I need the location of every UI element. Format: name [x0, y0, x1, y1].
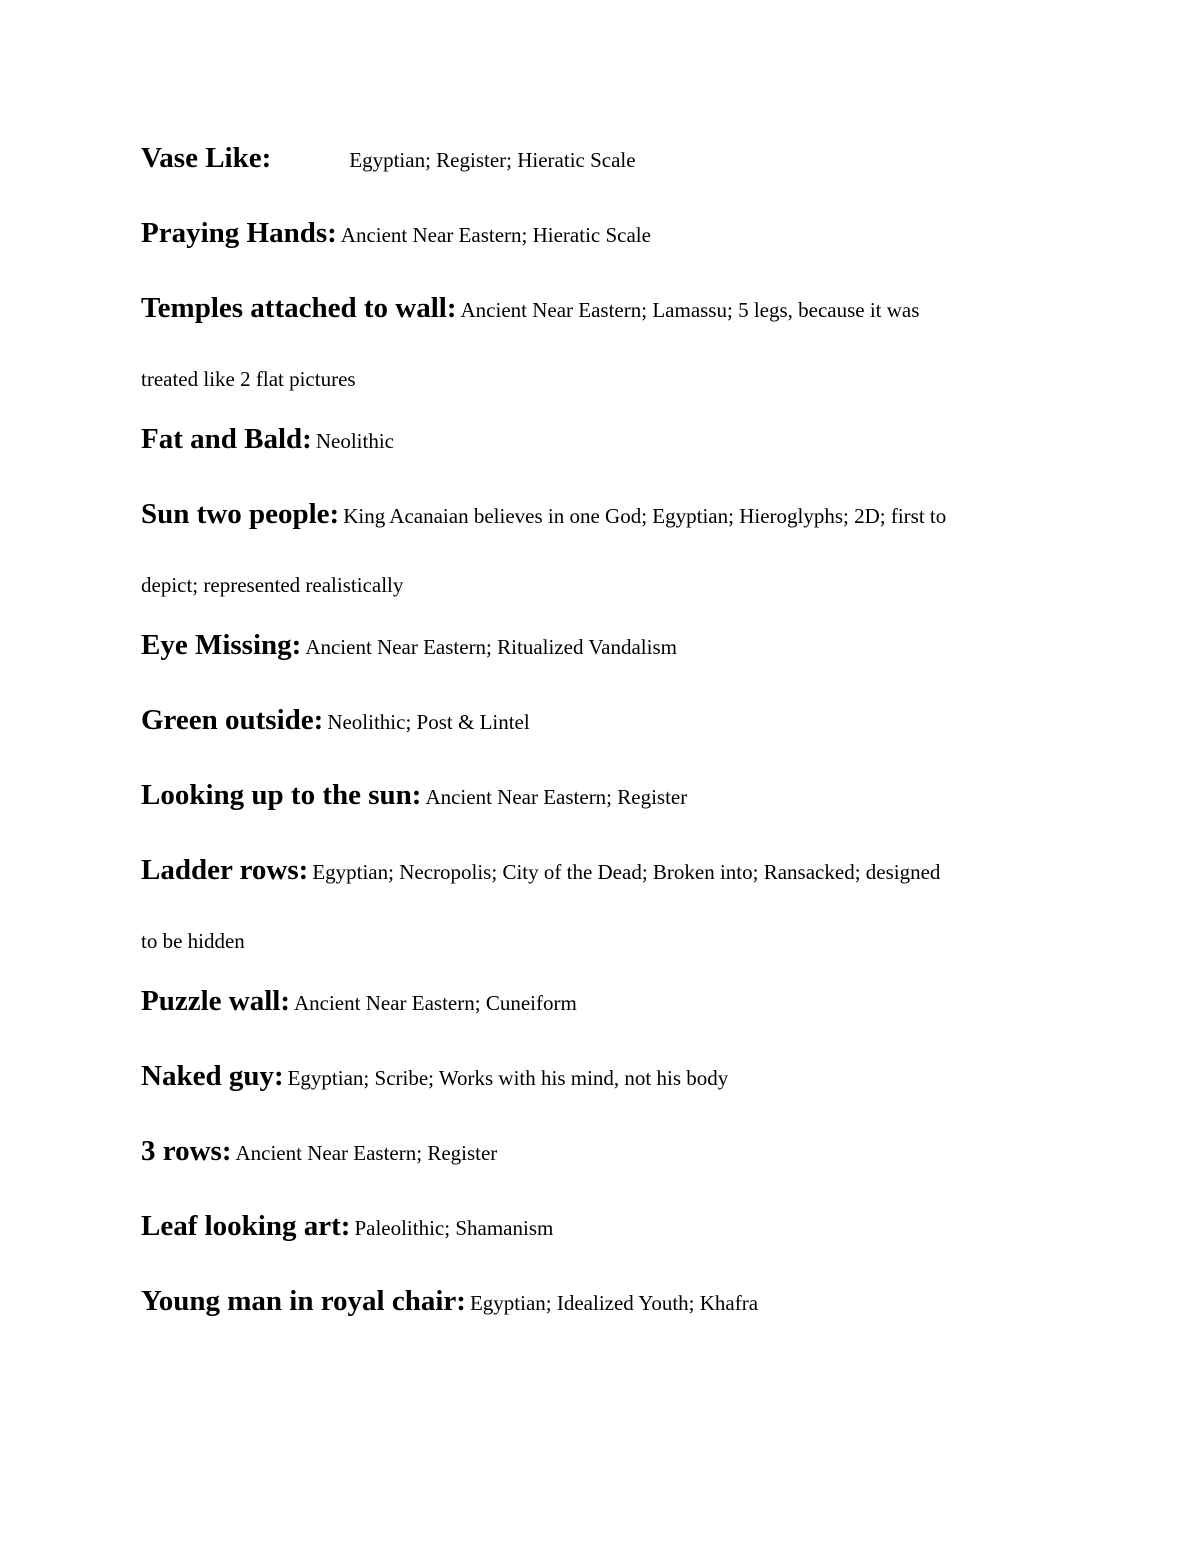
entry-continuation: treated like 2 flat pictures — [141, 367, 356, 391]
entry-term: Green outside: — [141, 704, 324, 736]
entry-description: Egyptian; Scribe; Works with his mind, not his body — [287, 1066, 729, 1090]
entry-description: Paleolithic; Shamanism — [354, 1216, 554, 1240]
entry-3-rows — [141, 1135, 1061, 1168]
entry-description: Ancient Near Eastern; Hieratic Scale — [340, 223, 651, 247]
entry-term: Vase Like: — [141, 142, 272, 174]
entry-description: Neolithic; Post & Lintel — [327, 710, 530, 734]
entry-term: Naked guy: — [141, 1060, 284, 1092]
entry-continuation: depict; represented realistically — [141, 573, 404, 597]
entry-term: Looking up to the sun: — [141, 779, 422, 811]
entry-looking-up-to-the-sun — [141, 779, 1061, 812]
entry-term: Ladder rows: — [141, 854, 309, 886]
entry-naked-guy — [141, 1060, 1061, 1093]
entry-young-man-royal-chair — [141, 1285, 1061, 1318]
entry-description: Egyptian; Idealized Youth; Khafra — [469, 1291, 759, 1315]
entry-term: Praying Hands: — [141, 217, 337, 249]
entry-term: Temples attached to wall: — [141, 292, 457, 324]
entry-term: Eye Missing: — [141, 629, 302, 661]
entry-term: Leaf looking art: — [141, 1210, 351, 1242]
entry-green-outside — [141, 704, 1061, 737]
entry-description: Ancient Near Eastern; Register — [425, 785, 688, 809]
entry-description: Ancient Near Eastern; Register — [235, 1141, 498, 1165]
entry-sun-two-people — [141, 498, 1061, 531]
entry-ladder-rows — [141, 854, 1061, 887]
entry-description: King Acanaian believes in one God; Egyptian; Hieroglyphs; 2D; first to — [343, 504, 947, 528]
entry-leaf-looking-art — [141, 1210, 1061, 1243]
entry-term: Puzzle wall: — [141, 985, 290, 1017]
entry-description: Egyptian; Necropolis; City of the Dead; Broken into; Ransacked; designed — [312, 860, 941, 884]
entry-puzzle-wall — [141, 985, 1061, 1018]
entry-praying-hands — [141, 217, 1061, 250]
entry-description: Ancient Near Eastern; Ritualized Vandalism — [305, 635, 677, 659]
entry-description: Ancient Near Eastern; Cuneiform — [293, 991, 577, 1015]
entry-term: 3 rows: — [141, 1135, 232, 1167]
entry-description: Ancient Near Eastern; Lamassu; 5 legs, because it was — [460, 298, 920, 322]
entry-description: Neolithic — [315, 429, 394, 453]
entry-continuation: to be hidden — [141, 929, 245, 953]
entry-term: Fat and Bald: — [141, 423, 312, 455]
entry-eye-missing — [141, 629, 1061, 662]
entry-term: Sun two people: — [141, 498, 340, 530]
entry-term: Young man in royal chair: — [141, 1285, 466, 1317]
entry-fat-and-bald — [141, 423, 1061, 456]
entry-vase-like — [141, 142, 1061, 175]
entry-temples-attached — [141, 292, 1061, 325]
entry-description: Egyptian; Register; Hieratic Scale — [349, 148, 636, 172]
